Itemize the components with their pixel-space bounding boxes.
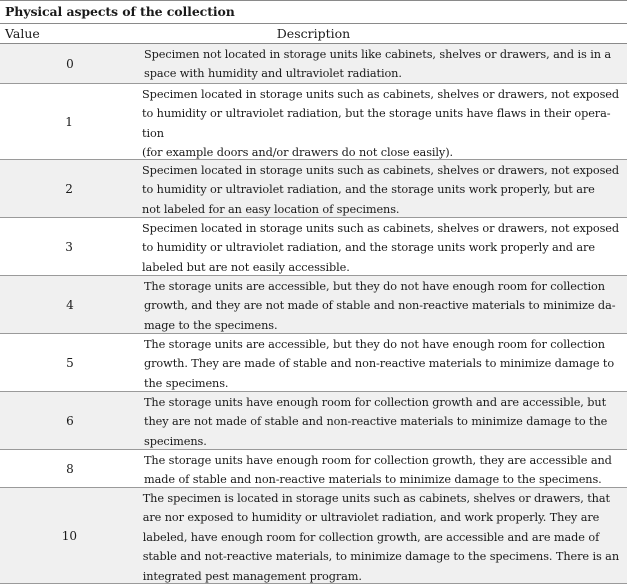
description-line: the specimens. [144,376,229,390]
row-description [138,84,627,159]
description-line: Specimen located in storage units such as cabinets, shelves or drawers, not exposed [142,164,619,177]
description-line: The storage units have enough room for collection growth, they are accessible and [144,454,612,467]
description-line: space with humidity and ultraviolet radiation. [144,67,402,81]
table-title: Physical aspects of the collection [0,0,627,24]
row-description [140,334,627,391]
table-row [0,334,627,392]
row-value: 1 [65,114,73,129]
description-line: Specimen located in storage units such as cabinets, shelves or drawers, not exposed [142,88,619,101]
description-line: labeled but are not easily accessible. [142,260,350,274]
row-value: 2 [65,181,73,196]
description-line: mage to the specimens. [144,318,278,332]
row-description [139,488,627,583]
row-value: 8 [66,461,74,476]
description-line: labeled, have enough room for collection growth, are accessible and are made of [142,530,600,544]
table-body [0,44,627,584]
row-description [140,392,627,449]
row-value: 10 [61,528,77,543]
description-line: stable and not-reactive materials, to minimize damage to the specimens. There is an [142,550,619,564]
row-description [140,450,627,487]
table-row [0,276,627,334]
row-description [140,276,627,333]
row-value: 5 [66,355,74,370]
table-row [0,392,627,450]
description-line: specimens. [144,434,207,448]
table-row [0,218,627,276]
description-line: not labeled for an easy location of specimens. [142,202,400,216]
description-line: The storage units have enough room for collection growth and are accessible, but [144,396,607,409]
description-line: are nor exposed to humidity or ultraviolet radiation, and work properly. They are [142,511,600,525]
description-line: they are not made of stable and non-reactive materials to minimize damage to the [144,415,608,429]
row-description [138,218,627,275]
description-line: to humidity or ultraviolet radiation, but the storage units have flaws in their opera- [142,107,611,121]
row-value: 4 [66,297,74,312]
table-row [0,450,627,488]
row-description [138,160,627,217]
description-line: made of stable and non-reactive materials to minimize damage to the specimens. [144,473,602,487]
description-line: The specimen is located in storage units such as cabinets, shelves or drawers, that [142,492,610,505]
value-column-header: Value [5,26,40,41]
description-column-header: Description [276,26,351,41]
table-row [0,44,627,84]
description-line: growth. They are made of stable and non-reactive materials to minimize damage to [144,357,615,371]
row-description [140,44,627,83]
row-value: 0 [66,56,74,71]
description-line: growth, and they are not made of stable and non-reactive materials to minimize da- [144,299,616,313]
description-line: Specimen not located in storage units like cabinets, shelves or drawers, and is in a [144,48,612,61]
row-value: 3 [65,239,73,254]
description-line: (for example doors and/or drawers do not close easily). [142,146,453,160]
description-line: integrated pest management program. [142,569,362,583]
description-line: to humidity or ultraviolet radiation, and the storage units work properly, but are [142,183,595,197]
description-line: to humidity or ultraviolet radiation, and the storage units work properly and are [142,241,595,255]
description-line: The storage units are accessible, but they do not have enough room for collection [144,280,605,293]
description-line: Specimen located in storage units such as cabinets, shelves or drawers, not exposed [142,222,619,235]
row-value: 6 [66,413,74,428]
table-row [0,84,627,160]
table-row [0,160,627,218]
description-line: The storage units are accessible, but they do not have enough room for collection [144,338,605,351]
table-header [0,24,627,44]
description-line: tion [142,126,164,140]
table-row [0,488,627,584]
